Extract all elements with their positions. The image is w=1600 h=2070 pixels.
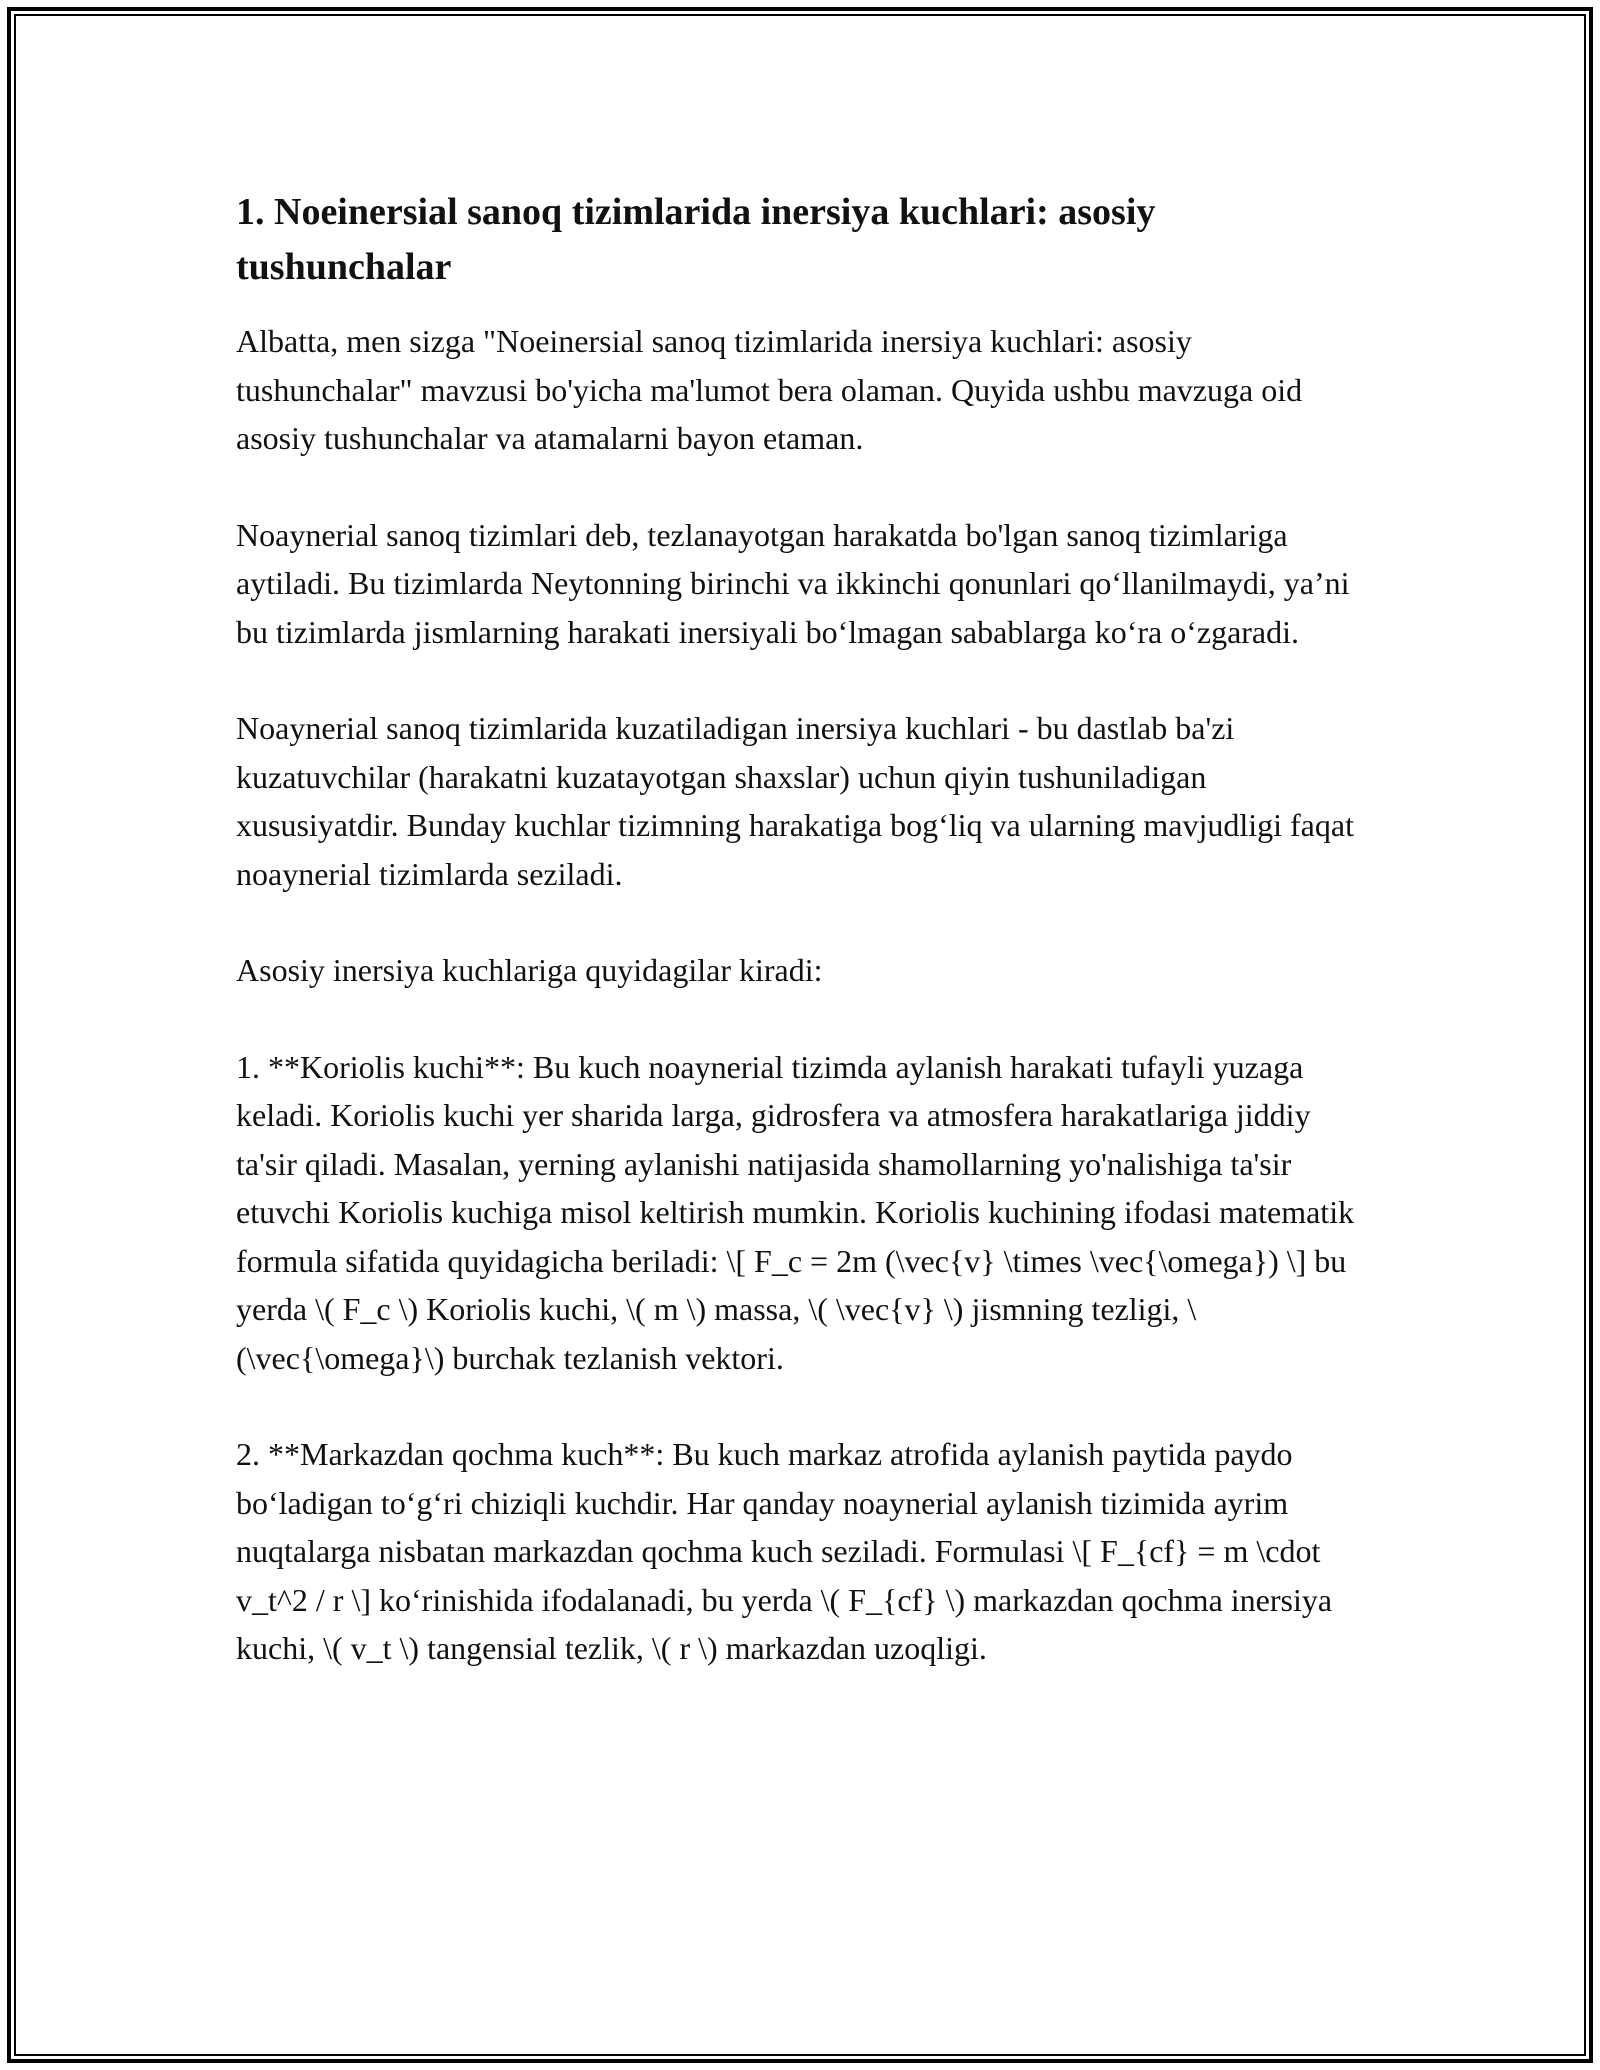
paragraph-intro: Albatta, men sizga "Noeinersial sanoq tizimlarida inersiya kuchlari: asosiy tushunchalar" mavzusi bo'yicha ma'lumot bera olaman. Quyida ushbu mavzuga oid asosiy tushunchalar va atamalarni bayon etaman. [236,323,1303,456]
paragraph-list-intro: Asosiy inersiya kuchlariga quyidagilar kiradi: [236,952,823,988]
paragraph-inertial-forces: Noaynerial sanoq tizimlarida kuzatiladigan inersiya kuchlari - bu dastlab ba'zi kuzatuvchilar (harakatni kuzatayotgan shaxslar) uchun qiyin tushuniladigan xususiyatdir. Bunday kuchlar tizimning harakatiga bog‘liq va ularning mavjudligi faqat noaynerial tizimlarda seziladi. [236,710,1354,892]
document-title: 1. Noeinersial sanoq tizimlarida inersiya kuchlari: asosiy tushunchalar [236,191,1156,288]
paragraph-centrifugal-force: 2. **Markazdan qochma kuch**: Bu kuch markaz atrofida aylanish paytida paydo bo‘ladigan to‘g‘ri chiziqli kuchdir. Har qanday noaynerial aylanish tizimida ayrim nuqtalarga nisbatan markazdan qochma kuch seziladi. Formulasi \[ F_{cf} = m \cdot v_t^2 / r \] ko‘rinishida ifodalanadi, bu yerda \( F_{cf} \) markazdan qochma inersiya kuchi, \( v_t \) tangensial tezlik, \( r \) markazdan uzoqligi. [236,1436,1333,1666]
document-body [236,185,1371,1721]
paragraph-coriolis-force: 1. **Koriolis kuchi**: Bu kuch noaynerial tizimda aylanish harakati tufayli yuzaga keladi. Koriolis kuchi yer sharida larga, gidrosfera va atmosfera harakatlariga jiddiy ta'sir qiladi. Masalan, yerning aylanishi natijasida shamollarning yo'nalishiga ta'sir etuvchi Koriolis kuchiga misol keltirish mumkin. Koriolis kuchining ifodasi matematik formula sifatida quyidagicha beriladi: \[ F_c = 2m (\vec{v} \times \vec{\omega}) \] bu yerda \( F_c \) Koriolis kuchi, \( m \) massa, \( \vec{v} \) jismning tezligi, \(\vec{\omega}\) burchak tezlanish vektori. [236,1048,1355,1376]
paragraph-definition: Noaynerial sanoq tizimlari deb, tezlanayotgan harakatda bo'lgan sanoq tizimlariga aytiladi. Bu tizimlarda Neytonning birinchi va ikkinchi qonunlari qo‘llanilmaydi, ya’ni bu tizimlarda jismlarning harakati inersiyali bo‘lmagan sabablarga ko‘ra o‘zgaradi. [236,516,1350,650]
